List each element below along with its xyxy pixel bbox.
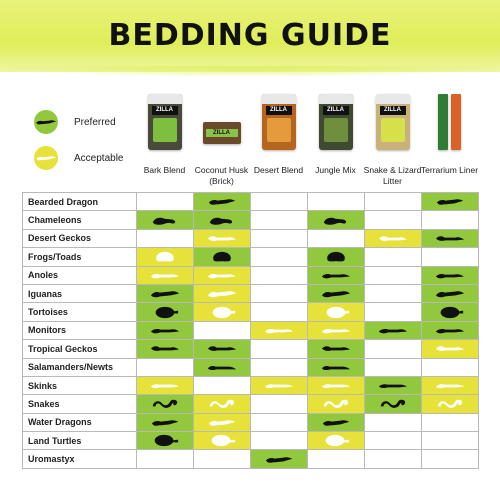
- empty-cell: [251, 395, 308, 413]
- lizard-icon: [422, 194, 478, 209]
- preferred-cell: [308, 340, 365, 358]
- skink-icon: [365, 378, 421, 393]
- acceptable-cell: [194, 432, 251, 450]
- acceptable-cell: [251, 376, 308, 394]
- tortoise-icon: [194, 305, 250, 320]
- acceptable-cell: [365, 229, 422, 247]
- preferred-cell: [308, 211, 365, 229]
- empty-cell: [251, 211, 308, 229]
- table-row: [23, 413, 479, 431]
- preferred-cell: [308, 284, 365, 302]
- preferred-cell: [308, 413, 365, 431]
- preferred-cell: [422, 229, 479, 247]
- row-label: Anoles: [23, 266, 137, 284]
- product-image: [438, 94, 461, 150]
- preferred-cell: [365, 395, 422, 413]
- product-image: ZILLA: [262, 94, 296, 150]
- preferred-cell: [422, 303, 479, 321]
- empty-cell: [137, 229, 194, 247]
- iguana-icon: [137, 286, 193, 301]
- snake-icon: [194, 396, 250, 411]
- row-label: Land Turtles: [23, 432, 137, 450]
- row-label: Desert Geckos: [23, 229, 137, 247]
- empty-cell: [251, 248, 308, 266]
- preferred-cell: [137, 432, 194, 450]
- acceptable-cell: [308, 321, 365, 339]
- row-label: Monitors: [23, 321, 137, 339]
- empty-cell: [251, 358, 308, 376]
- iguana-icon: [308, 286, 364, 301]
- empty-cell: [365, 211, 422, 229]
- empty-cell: [365, 413, 422, 431]
- row-label: Skinks: [23, 376, 137, 394]
- product-image: ZILLA: [376, 94, 410, 150]
- skink-icon: [137, 378, 193, 393]
- skink-icon: [422, 378, 478, 393]
- skink-icon: [308, 378, 364, 393]
- empty-cell: [365, 266, 422, 284]
- acceptable-cell: [194, 229, 251, 247]
- page-title: BEDDING GUIDE: [108, 18, 392, 53]
- turtle-icon: [308, 433, 364, 448]
- empty-cell: [251, 193, 308, 211]
- preferred-cell: [251, 450, 308, 468]
- frog-icon: [137, 249, 193, 264]
- anole-icon: [308, 268, 364, 283]
- table-row: [23, 193, 479, 211]
- iguana-icon: [194, 286, 250, 301]
- empty-cell: [365, 340, 422, 358]
- lizard-icon: [251, 452, 307, 467]
- gecko-icon: [308, 341, 364, 356]
- tortoise-icon: [422, 305, 478, 320]
- lizard-icon: [194, 194, 250, 209]
- column-header: Snake & Lizard Litter: [363, 165, 422, 186]
- legend-label: Acceptable: [74, 152, 124, 164]
- preferred-cell: [194, 248, 251, 266]
- empty-cell: [251, 340, 308, 358]
- empty-cell: [137, 358, 194, 376]
- salamander-icon: [308, 360, 364, 375]
- monitor-icon: [251, 323, 307, 338]
- iguana-icon: [422, 286, 478, 301]
- table-row: [23, 266, 479, 284]
- column-header: Terrarium Liner: [420, 165, 479, 175]
- preferred-cell: [137, 340, 194, 358]
- table-row: [23, 321, 479, 339]
- empty-cell: [365, 358, 422, 376]
- preferred-cell: [422, 284, 479, 302]
- frog-icon: [308, 249, 364, 264]
- empty-cell: [251, 229, 308, 247]
- tortoise-icon: [308, 305, 364, 320]
- lizard-icon: [308, 415, 364, 430]
- snake-icon: [365, 396, 421, 411]
- table-row: [23, 450, 479, 468]
- acceptable-cell: [137, 248, 194, 266]
- monitor-icon: [308, 323, 364, 338]
- row-label: Snakes: [23, 395, 137, 413]
- row-label: Uromastyx: [23, 450, 137, 468]
- empty-cell: [422, 211, 479, 229]
- acceptable-cell: [194, 413, 251, 431]
- preferred-cell: [365, 321, 422, 339]
- preferred-cell: [137, 413, 194, 431]
- column-header: Coconut Husk (Brick): [194, 165, 249, 186]
- column-header: Bark Blend: [143, 165, 186, 175]
- acceptable-cell: [422, 340, 479, 358]
- anole-icon: [137, 268, 193, 283]
- table-row: [23, 303, 479, 321]
- empty-cell: [194, 450, 251, 468]
- snake-icon: [137, 396, 193, 411]
- empty-cell: [251, 303, 308, 321]
- preferred-cell: [365, 376, 422, 394]
- empty-cell: [422, 358, 479, 376]
- preferred-cell: [422, 321, 479, 339]
- table-row: [23, 211, 479, 229]
- acceptable-cell: [194, 284, 251, 302]
- acceptable-cell: [308, 432, 365, 450]
- acceptable-cell: [137, 266, 194, 284]
- acceptable-cell: [422, 376, 479, 394]
- empty-cell: [137, 193, 194, 211]
- table-row: [23, 376, 479, 394]
- table-row: [23, 432, 479, 450]
- gecko-icon: [365, 231, 421, 246]
- empty-cell: [365, 432, 422, 450]
- product-image: ZILLA: [319, 94, 353, 150]
- acceptable-cell: [251, 321, 308, 339]
- preferred-cell: [308, 358, 365, 376]
- gecko-icon: [137, 341, 193, 356]
- empty-cell: [251, 266, 308, 284]
- gecko-icon: [194, 231, 250, 246]
- product-image: ZILLA: [203, 94, 241, 144]
- frog-icon: [194, 249, 250, 264]
- row-label: Chameleons: [23, 211, 137, 229]
- preferred-cell: [194, 211, 251, 229]
- empty-cell: [251, 284, 308, 302]
- acceptable-cell: [422, 395, 479, 413]
- table-row: [23, 340, 479, 358]
- monitor-icon: [137, 323, 193, 338]
- table-row: [23, 395, 479, 413]
- preferred-cell: [422, 193, 479, 211]
- empty-cell: [365, 303, 422, 321]
- preferred-cell: [308, 266, 365, 284]
- empty-cell: [308, 450, 365, 468]
- chameleon-icon: [308, 213, 364, 228]
- row-label: Water Dragons: [23, 413, 137, 431]
- row-label: Frogs/Toads: [23, 248, 137, 266]
- lizard-icon: [34, 110, 58, 134]
- gecko-icon: [422, 231, 478, 246]
- empty-cell: [137, 450, 194, 468]
- row-label: Tropical Geckos: [23, 340, 137, 358]
- column-header: Jungle Mix: [315, 165, 356, 175]
- empty-cell: [194, 376, 251, 394]
- acceptable-cell: [308, 376, 365, 394]
- column-header: Desert Blend: [253, 165, 304, 175]
- preferred-cell: [308, 248, 365, 266]
- acceptable-cell: [308, 395, 365, 413]
- lizard-icon: [137, 415, 193, 430]
- legend-item-acceptable: [34, 146, 123, 170]
- tortoise-icon: [137, 305, 193, 320]
- acceptable-cell: [194, 303, 251, 321]
- row-label: Tortoises: [23, 303, 137, 321]
- turtle-icon: [137, 433, 193, 448]
- monitor-icon: [422, 323, 478, 338]
- empty-cell: [194, 321, 251, 339]
- empty-cell: [251, 432, 308, 450]
- empty-cell: [308, 229, 365, 247]
- row-label: Iguanas: [23, 284, 137, 302]
- preferred-cell: [422, 266, 479, 284]
- empty-cell: [422, 248, 479, 266]
- row-label: Salamanders/Newts: [23, 358, 137, 376]
- empty-cell: [308, 193, 365, 211]
- lizard-icon: [194, 415, 250, 430]
- skink-icon: [251, 378, 307, 393]
- chameleon-icon: [137, 213, 193, 228]
- preferred-cell: [137, 395, 194, 413]
- table-row: [23, 229, 479, 247]
- legend-item-preferred: [34, 110, 116, 134]
- acceptable-cell: [194, 395, 251, 413]
- preferred-cell: [137, 211, 194, 229]
- bedding-table: [22, 192, 479, 469]
- table-row: [23, 284, 479, 302]
- empty-cell: [422, 413, 479, 431]
- empty-cell: [365, 450, 422, 468]
- empty-cell: [251, 413, 308, 431]
- empty-cell: [365, 193, 422, 211]
- table-row: [23, 358, 479, 376]
- anole-icon: [194, 268, 250, 283]
- preferred-cell: [137, 284, 194, 302]
- row-label: Bearded Dragon: [23, 193, 137, 211]
- acceptable-cell: [137, 376, 194, 394]
- empty-cell: [422, 450, 479, 468]
- empty-cell: [365, 248, 422, 266]
- acceptable-cell: [194, 266, 251, 284]
- gecko-icon: [194, 341, 250, 356]
- salamander-icon: [194, 360, 250, 375]
- acceptable-cell: [308, 303, 365, 321]
- snake-icon: [308, 396, 364, 411]
- snake-icon: [422, 396, 478, 411]
- preferred-cell: [194, 193, 251, 211]
- empty-cell: [365, 284, 422, 302]
- gecko-icon: [422, 341, 478, 356]
- preferred-cell: [137, 303, 194, 321]
- table-row: [23, 248, 479, 266]
- chameleon-icon: [194, 213, 250, 228]
- empty-cell: [422, 432, 479, 450]
- monitor-icon: [365, 323, 421, 338]
- anole-icon: [422, 268, 478, 283]
- preferred-cell: [137, 321, 194, 339]
- preferred-cell: [194, 340, 251, 358]
- preferred-cell: [194, 358, 251, 376]
- legend-label: Preferred: [74, 116, 116, 128]
- product-image: ZILLA: [148, 94, 182, 150]
- turtle-icon: [194, 433, 250, 448]
- lizard-icon: [34, 146, 58, 170]
